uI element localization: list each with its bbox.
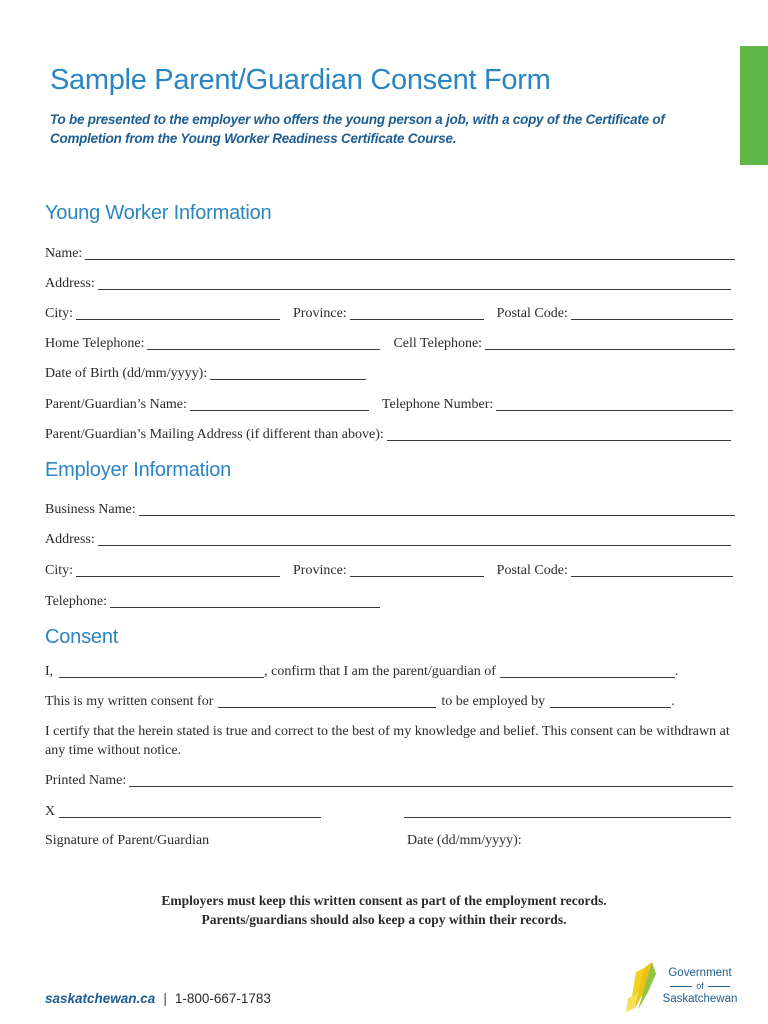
yw-cell-telephone-field[interactable] <box>485 336 735 350</box>
yw-home-telephone-label: Home Telephone: <box>45 336 145 351</box>
logo-line-saskatchewan: Saskatchewan <box>662 993 738 1005</box>
footer-website-link[interactable]: saskatchewan.ca <box>45 991 156 1006</box>
emp-business-name-field[interactable] <box>139 502 735 516</box>
emp-business-row <box>45 498 735 518</box>
page-title: Sample Parent/Guardian Consent Form <box>50 64 551 96</box>
yw-address-field[interactable] <box>98 276 731 290</box>
consent-parent-name-field[interactable] <box>59 664 264 678</box>
yw-parent-mailing-row <box>45 423 735 443</box>
notice-line-2: Parents/guardians should also keep a copy within their records. <box>201 912 567 927</box>
notice-line-1: Employers must keep this written consent as part of the employment records. <box>161 893 607 908</box>
yw-name-field[interactable] <box>85 246 735 260</box>
consent-young-person-field[interactable] <box>218 694 436 708</box>
consent-printed-name-field[interactable] <box>129 773 733 787</box>
consent-x-mark: X <box>45 804 56 819</box>
consent-employed-by-label: to be employed by <box>441 694 546 709</box>
footer-phone: 1-800-667-1783 <box>174 991 271 1006</box>
consent-i-label: I, <box>45 664 54 679</box>
section-heading-consent: Consent <box>45 626 119 648</box>
emp-telephone-row <box>45 590 735 610</box>
yw-address-row <box>45 272 735 292</box>
consent-period-1: . <box>674 664 679 679</box>
emp-province-field[interactable] <box>350 563 484 577</box>
yw-city-row <box>45 302 735 322</box>
consent-written-label: This is my written consent for <box>45 694 214 709</box>
yw-dob-row <box>45 362 735 382</box>
footer-contact <box>45 991 271 1006</box>
consent-confirm-label: , confirm that I am the parent/guardian of <box>264 664 496 679</box>
yw-cell-telephone-label: Cell Telephone: <box>393 336 483 351</box>
consent-child-name-field[interactable] <box>500 664 675 678</box>
yw-province-field[interactable] <box>350 306 484 320</box>
emp-telephone-label: Telephone: <box>45 594 107 609</box>
section-heading-employer: Employer Information <box>45 459 232 481</box>
yw-telephone-number-field[interactable] <box>496 397 733 411</box>
emp-telephone-field[interactable] <box>110 594 380 608</box>
government-logo-text <box>660 966 740 1006</box>
yw-city-label: City: <box>45 306 74 321</box>
emp-city-label: City: <box>45 563 74 578</box>
emp-city-field[interactable] <box>76 563 280 577</box>
yw-parent-name-label: Parent/Guardian’s Name: <box>45 397 187 412</box>
yw-dob-field[interactable] <box>210 366 366 380</box>
section-heading-young-worker: Young Worker Information <box>45 202 272 224</box>
emp-address-field[interactable] <box>98 532 731 546</box>
date-label: Date (dd/mm/yyyy): <box>407 833 522 848</box>
emp-business-name-label: Business Name: <box>45 502 136 517</box>
consent-confirm-row <box>45 660 735 680</box>
consent-period-2: . <box>671 694 675 709</box>
yw-parent-mailing-field[interactable] <box>387 427 731 441</box>
yw-city-field[interactable] <box>76 306 280 320</box>
footer-separator: | <box>163 991 167 1006</box>
consent-printed-name-label: Printed Name: <box>45 773 127 788</box>
consent-signature-row <box>45 800 735 820</box>
signature-field[interactable] <box>59 804 321 818</box>
page-subtitle: To be presented to the employer who offers the young person a job, with a copy of the Certificate of Completion from the Young Worker Readiness Certificate Course. <box>50 112 665 146</box>
logo-line-government: Government <box>668 967 732 979</box>
consent-written-row <box>45 690 735 710</box>
consent-certify-text: I certify that the herein stated is true and correct to the best of my knowledge and belief. This consent can be withdrawn at any time without notice. <box>45 724 730 758</box>
yw-parent-name-field[interactable] <box>190 397 369 411</box>
green-tab <box>740 46 768 165</box>
emp-province-label: Province: <box>293 563 347 578</box>
yw-home-telephone-field[interactable] <box>147 336 380 350</box>
emp-address-row <box>45 528 735 548</box>
yw-phone-row <box>45 332 735 352</box>
consent-employer-field[interactable] <box>550 694 671 708</box>
logo-line-of: of <box>660 980 740 992</box>
emp-city-row <box>45 559 735 579</box>
emp-postal-label: Postal Code: <box>496 563 568 578</box>
yw-postal-label: Postal Code: <box>496 306 568 321</box>
emp-postal-field[interactable] <box>571 563 733 577</box>
date-field[interactable] <box>404 804 731 818</box>
yw-telephone-number-label: Telephone Number: <box>381 397 494 412</box>
yw-name-row <box>45 242 735 262</box>
yw-postal-field[interactable] <box>571 306 733 320</box>
yw-dob-label: Date of Birth (dd/mm/yyyy): <box>45 366 208 381</box>
yw-province-label: Province: <box>293 306 347 321</box>
yw-name-label: Name: <box>45 246 83 261</box>
yw-address-label: Address: <box>45 276 95 291</box>
yw-parent-mailing-label: Parent/Guardian’s Mailing Address (if different than above): <box>45 427 384 442</box>
consent-printed-name-row <box>45 769 735 789</box>
emp-address-label: Address: <box>45 532 95 547</box>
consent-signature-labels-row <box>45 829 735 849</box>
signature-label: Signature of Parent/Guardian <box>45 833 210 848</box>
yw-parent-row <box>45 393 735 413</box>
